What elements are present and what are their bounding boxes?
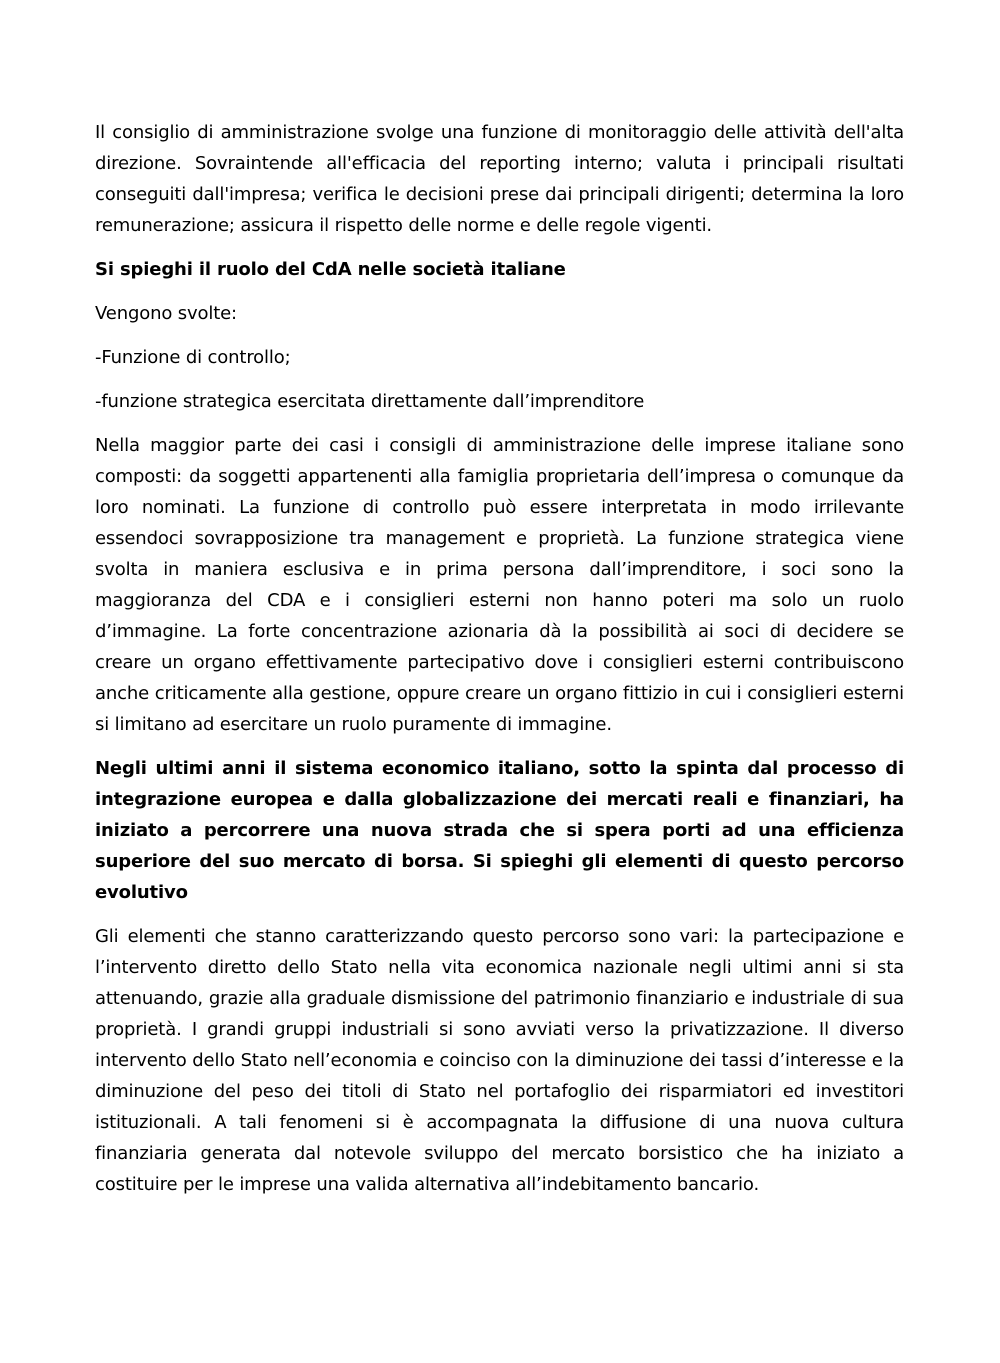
heading-market-evolution: Negli ultimi anni il sistema economico italiano, sotto la spinta dal processo di integrazione europea e dalla globalizzazione dei mercati reali e finanziari, ha iniziato a percorrere una nuova strada che si spera porti ad una efficienza superiore del suo mercato di borsa. Si spieghi gli elementi di questo percorso evolutivo xyxy=(95,758,904,903)
heading-cda-role: Si spieghi il ruolo del CdA nelle società italiane xyxy=(95,259,566,280)
paragraph-evolution-elements: Gli elementi che stanno caratterizzando questo percorso sono vari: la partecipazione e l’intervento diretto dello Stato nella vita economica nazionale negli ultimi anni si sta attenuando, grazie alla graduale dismissione del patrimonio finanziario e industriale di sua proprietà. I grandi gruppi industriali si sono avviati verso la privatizzazione. Il diverso intervento dello Stato nell’economia e coinciso con la diminuzione dei tassi d’interesse e la diminuzione del peso dei titoli di Stato nel portafoglio dei risparmiatori ed investitori istituzionali. A tali fenomeni si è accompagnata la diffusione di una nuova cultura finanziaria generata dal notevole sviluppo del mercato borsistico che ha iniziato a costituire per le imprese una valida alternativa all’indebitamento bancario. xyxy=(95,926,904,1195)
list-item-strategic-function: -funzione strategica esercitata direttamente dall’imprenditore xyxy=(95,391,645,412)
paragraph-board-monitoring: Il consiglio di amministrazione svolge una funzione di monitoraggio delle attività dell'alta direzione. Sovraintende all'efficacia del reporting interno; valuta i principali risultati conseguiti dall'impresa; verifica le decisioni prese dai principali dirigenti; determina la loro remunerazione; assicura il rispetto delle norme e delle regole vigenti. xyxy=(95,122,904,236)
list-item-control-function: -Funzione di controllo; xyxy=(95,347,291,368)
paragraph-italian-boards: Nella maggior parte dei casi i consigli di amministrazione delle imprese italiane sono composti: da soggetti appartenenti alla famiglia proprietaria dell’impresa o comunque da loro nominati. La funzione di controllo può essere interpretata in modo irrilevante essendoci sovrapposizione tra management e proprietà. La funzione strategica viene svolta in maniera esclusiva e in prima persona dall’imprenditore, i soci sono la maggioranza del CDA e i consiglieri esterni non hanno poteri ma solo un ruolo d’immagine. La forte concentrazione azionaria dà la possibilità ai soci di decidere se creare un organo effettivamente partecipativo dove i consiglieri esterni contribuiscono anche criticamente alla gestione, oppure creare un organo fittizio in cui i consiglieri esterni si limitano ad esercitare un ruolo puramente di immagine. xyxy=(95,435,904,735)
intro-functions: Vengono svolte: xyxy=(95,303,237,324)
document-page xyxy=(95,117,904,1213)
